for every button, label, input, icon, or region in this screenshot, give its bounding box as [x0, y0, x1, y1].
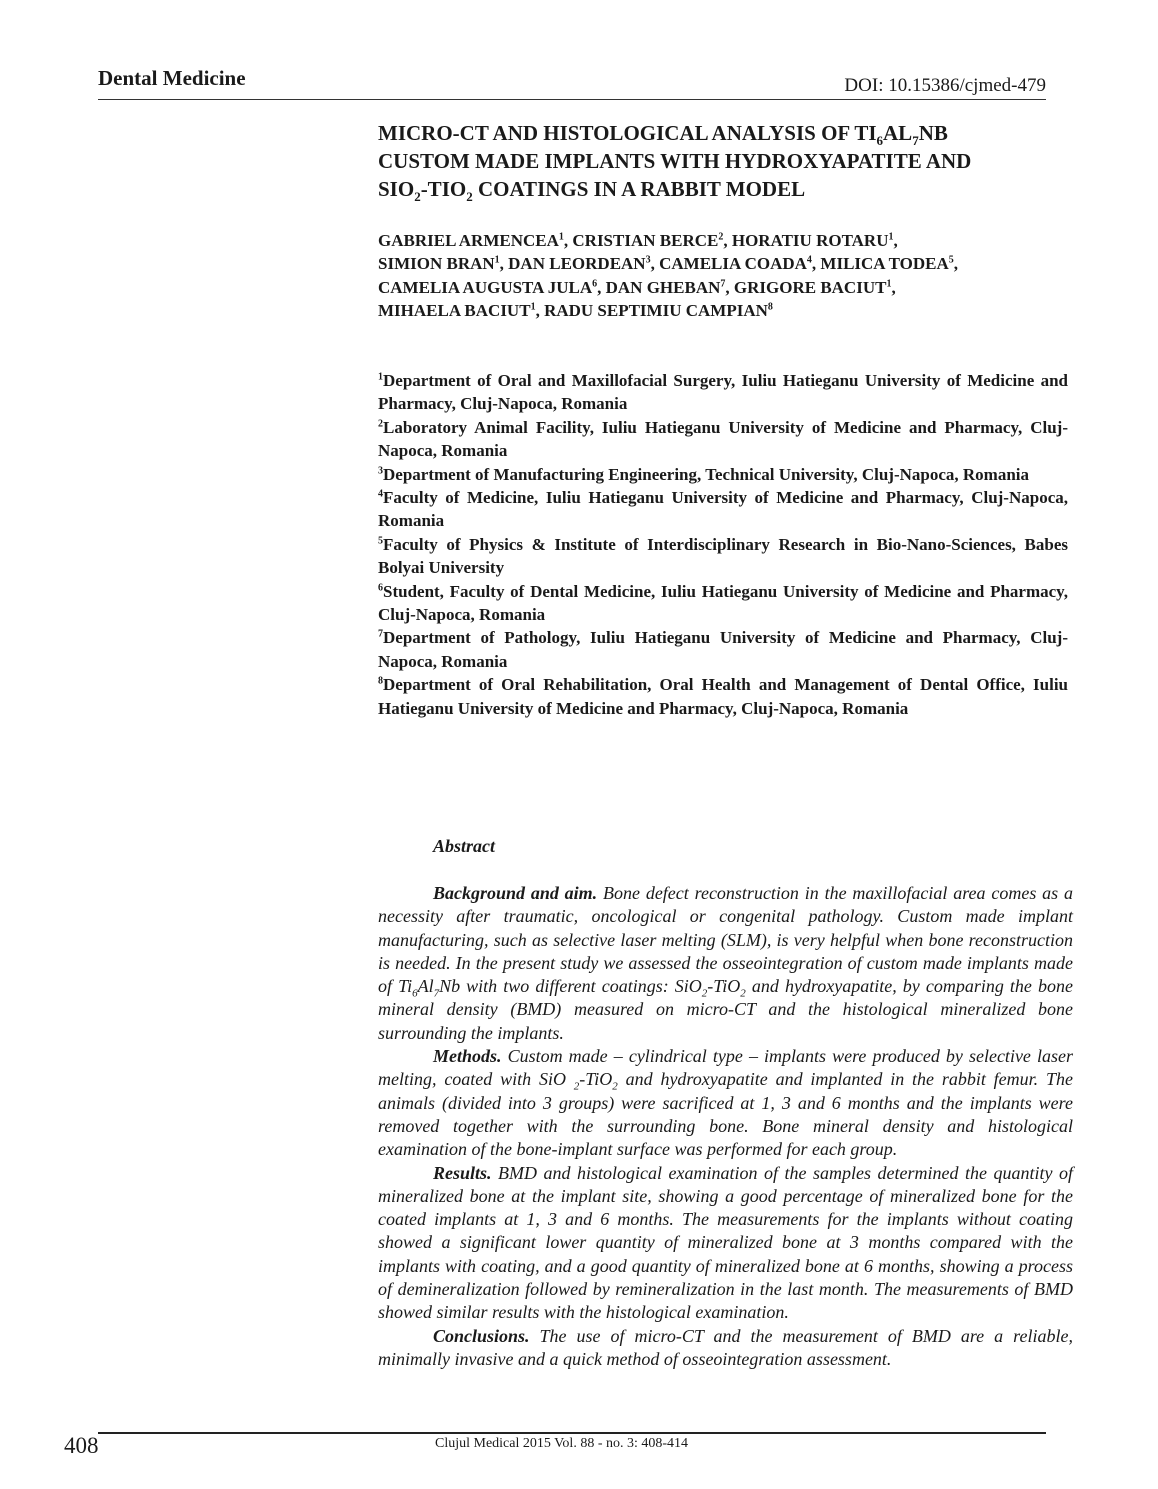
author-affiliation-marker: 1 [886, 278, 892, 290]
author-separator: , [535, 301, 545, 321]
abstract-body [378, 882, 1073, 1371]
affiliation-item [378, 416, 1068, 463]
author-name: CRISTIAN BERCE [572, 231, 719, 250]
abstract-results: Results. BMD and histological examination of the samples determined the quantity of mineralized bone at the implant site, showing a good percentage of mineralized bone for the coated implants at 1, 3 and 6 months. The measurements for the implants without coating showed a significant lower quantity of mineralized bone at 3 months compared with the implants with coating, and a good quantity of mineralized bone at 6 months, showing a process of demineralization followed by remineralization in the last month. The measurements of BMD showed similar results with the histological examination. [378, 1162, 1073, 1323]
author-separator: , [597, 277, 606, 297]
author-affiliation-marker: 1 [558, 231, 564, 243]
abstract-methods: Methods. Custom made – cylindrical type – implants were produced by selective laser melting, coated with SiO $_2$-TiO$_2$ and hydroxyapatite and implanted in the rabbit femur. The animals (divided into 3 groups) were sacrificed at 1, 3 and 6 months and the implants were removed together with the surrounding bone. Bone mineral density and histological examination of the bone-implant surface was performed for each group. [378, 1046, 1073, 1160]
affiliation-number: 4 [378, 488, 383, 500]
author-separator: , [893, 231, 898, 250]
header-divider [98, 99, 1046, 100]
author-name: CAMELIA AUGUSTA JULA [378, 277, 593, 297]
author-name: RADU SEPTIMIU CAMPIAN [544, 301, 768, 321]
author-affiliation-marker: 5 [948, 254, 954, 266]
author-name: SIMION BRAN [378, 254, 495, 274]
author-affiliation-marker: 2 [718, 231, 724, 243]
author-affiliation-marker: 1 [494, 254, 500, 266]
affiliation-item [378, 626, 1068, 673]
abstract-heading: Abstract [433, 836, 496, 856]
affiliation-number: 6 [378, 582, 383, 593]
author-affiliation-marker: 7 [720, 278, 726, 290]
author-name: MILICA TODEA [820, 254, 949, 274]
affiliation-number: 1 [378, 371, 383, 383]
doi-label: DOI: 10.15386/cjmed-479 [844, 75, 1046, 96]
author-affiliation-marker: 4 [806, 254, 812, 266]
footer-divider [98, 1432, 1046, 1434]
author-separator: , [499, 254, 509, 274]
author-name: CAMELIA COADA [659, 254, 807, 274]
affiliation-item [378, 673, 1068, 720]
author-name: DAN LEORDEAN [508, 254, 646, 274]
affiliation-item [378, 369, 1068, 416]
affiliation-number: 5 [378, 535, 383, 547]
affiliation-item [378, 580, 1068, 627]
author-separator: , [725, 277, 734, 297]
author-separator: , [811, 254, 821, 274]
author-list [378, 229, 1058, 323]
affiliation-item [378, 486, 1068, 533]
affiliation-number: 3 [378, 464, 383, 476]
article-title: MICRO-CT AND HISTOLOGICAL ANALYSIS OF $TI_6AL_7NB$ CUSTOM MADE IMPLANTS WITH HYDROXYAPATITE AND $SIO_2-TIO_2$ COATINGS IN A RABBIT MODEL [378, 121, 972, 205]
affiliation-text: Student, Faculty of Dental Medicine, Iuliu Hatieganu University of Medicine and Pharmacy, Cluj-Napoca, Romania [378, 581, 1068, 625]
affiliation-number: 2 [378, 418, 383, 430]
author-name: MIHAELA BACIUT [378, 301, 531, 321]
affiliation-item [378, 463, 1068, 486]
abstract-background: Background and aim. Bone defect reconstruction in the maxillofacial area comes as a necessity after traumatic, oncological or congenital pathology. Custom made implant manufacturing, such as selective laser melting (SLM), is very helpful when bone reconstruction is needed. In the present study we assessed the osseointegration of custom made implants made of $Ti_6Al_7Nb$ with two different coatings: SiO$_2$-TiO$_2$ and hydroxyapatite, by comparing the bone mineral density (BMD) measured on micro-CT and the histological mineralized bone surrounding the implants. [378, 883, 1073, 1043]
affiliation-text: Laboratory Animal Facility, Iuliu Hatieganu University of Medicine and Pharmacy, Cluj-Napoca, Romania [378, 417, 1068, 461]
author-separator: , [563, 231, 573, 250]
affiliation-text: Faculty of Medicine, Iuliu Hatieganu University of Medicine and Pharmacy, Cluj-Napoca, Romania [378, 488, 1068, 531]
section-header: Dental Medicine [98, 66, 246, 90]
affiliation-number: 8 [378, 675, 383, 687]
abstract-conclusions: Conclusions. The use of micro-CT and the measurement of BMD are a reliable, minimally invasive and a quick method of osseointegration assessment. [378, 1325, 1073, 1369]
author-separator: , [650, 254, 660, 274]
author-affiliation-marker: 1 [888, 231, 894, 243]
affiliation-text: Department of Oral and Maxillofacial Surgery, Iuliu Hatieganu University of Medicine and Pharmacy, Cluj-Napoca, Romania [378, 371, 1068, 414]
affiliation-text: Department of Oral Rehabilitation, Oral Health and Management of Dental Office, Iuliu Hatieganu University of Medicine and Pharmacy, Cluj-Napoca, Romania [378, 675, 1068, 718]
page-number: 408 [64, 1433, 99, 1458]
author-name: GABRIEL ARMENCEA [378, 231, 559, 250]
author-name: HORATIU ROTARU [731, 231, 889, 250]
author-separator: , [953, 254, 958, 274]
author-affiliation-marker: 1 [530, 301, 536, 313]
author-name: DAN GHEBAN [605, 277, 721, 297]
affiliation-item [378, 533, 1068, 580]
affiliation-number: 7 [378, 628, 383, 640]
journal-citation: Clujul Medical 2015 Vol. 88 - no. 3: 408-414 [435, 1436, 689, 1451]
affiliation-text: Department of Pathology, Iuliu Hatieganu University of Medicine and Pharmacy, Cluj-Napoca, Romania [378, 628, 1068, 671]
author-name: GRIGORE BACIUT [733, 277, 887, 297]
author-affiliation-marker: 3 [645, 254, 651, 266]
affiliation-text: Department of Manufacturing Engineering, Technical University, Cluj-Napoca, Romania [383, 464, 1029, 484]
author-separator: , [891, 277, 896, 297]
author-separator: , [723, 231, 732, 250]
author-affiliation-marker: 6 [592, 278, 598, 290]
author-affiliation-marker: 8 [767, 301, 773, 313]
affiliation-list [378, 369, 1068, 720]
affiliation-text: Faculty of Physics & Institute of Interdisciplinary Research in Bio-Nano-Sciences, Babes Bolyai University [378, 534, 1068, 578]
